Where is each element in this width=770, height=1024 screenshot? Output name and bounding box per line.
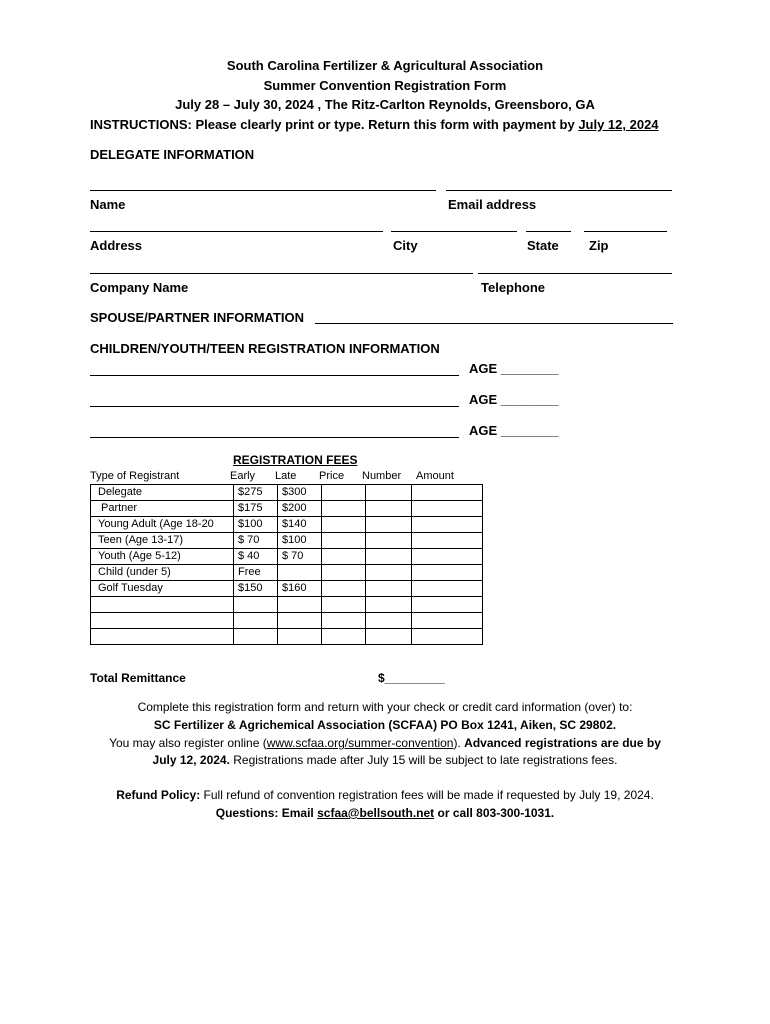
fee-entry-cell[interactable] (366, 613, 412, 629)
col-early: Early (230, 470, 256, 482)
email-label: Email address (448, 197, 537, 212)
fee-type-cell: Golf Tuesday (91, 581, 234, 597)
fee-price-cell (278, 613, 322, 629)
dates-location: July 28 – July 30, 2024 , The Ritz-Carlton Reynolds, Greensboro, GA (175, 97, 595, 112)
refund-policy (0, 788, 770, 802)
fee-row (91, 629, 483, 645)
fee-entry-cell[interactable] (412, 629, 483, 645)
address-label: Address (90, 238, 143, 253)
fee-type-cell (91, 629, 234, 645)
footer-deadline (0, 753, 770, 767)
fee-entry-cell[interactable] (322, 517, 366, 533)
spouse-label: SPOUSE/PARTNER INFORMATION (90, 310, 305, 325)
fee-row (91, 581, 483, 597)
age-blank: ________ (500, 361, 559, 376)
refund-text: Full refund of convention registration fees will be made if requested by July 19, 2024. (200, 788, 654, 802)
child-name-field-1[interactable] (90, 375, 459, 376)
advance-note: Advanced registrations are due by (464, 736, 661, 750)
fee-price-cell: $175 (234, 501, 278, 517)
fee-price-cell: $160 (278, 581, 322, 597)
fee-entry-cell[interactable] (366, 517, 412, 533)
city-label: City (393, 238, 418, 253)
fee-price-cell: $ 70 (234, 533, 278, 549)
late-note: Registrations made after July 15 will be subject to late registrations fees. (229, 753, 618, 767)
fee-type-cell: Child (under 5) (91, 565, 234, 581)
fee-entry-cell[interactable] (412, 597, 483, 613)
online-prefix: You may also register online ( (109, 736, 267, 750)
fee-entry-cell[interactable] (322, 533, 366, 549)
fee-entry-cell[interactable] (322, 549, 366, 565)
fee-entry-cell[interactable] (412, 533, 483, 549)
fee-row (91, 501, 483, 517)
questions (0, 806, 770, 820)
fee-price-cell: $300 (278, 485, 322, 501)
fee-price-cell: $140 (278, 517, 322, 533)
fee-price-cell: Free (234, 565, 278, 581)
age-label: AGE (469, 423, 498, 438)
instructions-deadline: July 12, 2024 (578, 117, 659, 132)
fee-row (91, 485, 483, 501)
fee-entry-cell[interactable] (366, 549, 412, 565)
contact-email-link[interactable]: scfaa@bellsouth.net (317, 806, 435, 820)
fee-row (91, 597, 483, 613)
fee-entry-cell[interactable] (412, 517, 483, 533)
col-number: Number (362, 470, 402, 482)
city-field[interactable] (391, 231, 517, 232)
footer-online (0, 736, 770, 750)
fee-row (91, 533, 483, 549)
fee-entry-cell[interactable] (322, 613, 366, 629)
fee-row (91, 549, 483, 565)
fee-price-cell (278, 629, 322, 645)
state-label: State (527, 238, 559, 253)
fee-price-cell: $200 (278, 501, 322, 517)
fee-type-cell (91, 613, 234, 629)
state-field[interactable] (526, 231, 571, 232)
total-field[interactable]: $_________ (378, 671, 445, 685)
fee-entry-cell[interactable] (366, 501, 412, 517)
fee-type-cell: Teen (Age 13-17) (91, 533, 234, 549)
col-price: Price (319, 470, 345, 482)
fee-price-cell (234, 629, 278, 645)
fee-row (91, 517, 483, 533)
age-blank: ________ (500, 423, 559, 438)
address-field[interactable] (90, 231, 383, 232)
fee-entry-cell[interactable] (412, 549, 483, 565)
fee-entry-cell[interactable] (322, 485, 366, 501)
fee-row (91, 565, 483, 581)
delegate-section-title: DELEGATE INFORMATION (90, 147, 255, 162)
fees-title: REGISTRATION FEES (233, 453, 358, 467)
fee-price-cell: $275 (234, 485, 278, 501)
fee-price-cell (234, 613, 278, 629)
fee-type-cell (91, 597, 234, 613)
online-mid: ). (453, 736, 465, 750)
fee-entry-cell[interactable] (412, 613, 483, 629)
fee-entry-cell[interactable] (412, 565, 483, 581)
fee-entry-cell[interactable] (366, 533, 412, 549)
fee-entry-cell[interactable] (366, 565, 412, 581)
fees-table (90, 484, 483, 645)
questions-prefix: Questions: Email (215, 806, 318, 820)
footer-line1: Complete this registration form and return with your check or credit card information (over) to: (137, 700, 633, 714)
fee-price-cell: $100 (234, 517, 278, 533)
zip-field[interactable] (584, 231, 667, 232)
fee-row (91, 613, 483, 629)
form-title: Summer Convention Registration Form (263, 78, 507, 93)
fee-price-cell: $ 70 (278, 549, 322, 565)
instructions-text: INSTRUCTIONS: Please clearly print or type. Return this form with payment by (90, 117, 579, 132)
fee-price-cell: $100 (278, 533, 322, 549)
child-age-1[interactable] (469, 361, 559, 376)
fee-price-cell (234, 597, 278, 613)
name-label: Name (90, 197, 126, 212)
refund-label: Refund Policy: (116, 788, 201, 802)
zip-label: Zip (589, 238, 609, 253)
company-field[interactable] (90, 273, 473, 274)
col-amount: Amount (416, 470, 454, 482)
col-type: Type of Registrant (90, 470, 180, 482)
fee-type-cell: Youth (Age 5-12) (91, 549, 234, 565)
fee-type-cell: Delegate (91, 485, 234, 501)
fee-entry-cell[interactable] (322, 565, 366, 581)
fee-entry-cell[interactable] (366, 485, 412, 501)
fee-type-cell: Young Adult (Age 18-20 (91, 517, 234, 533)
child-age-2[interactable] (469, 392, 559, 407)
fee-price-cell: $ 40 (234, 549, 278, 565)
fee-price-cell: $150 (234, 581, 278, 597)
telephone-field[interactable] (478, 273, 672, 274)
questions-suffix: or call 803-300-1031. (434, 806, 555, 820)
fee-price-cell (278, 565, 322, 581)
age-blank: ________ (500, 392, 559, 407)
fee-entry-cell[interactable] (412, 501, 483, 517)
company-label: Company Name (90, 280, 189, 295)
registration-link[interactable]: www.scfaa.org/summer-convention (266, 736, 454, 750)
fee-entry-cell[interactable] (366, 597, 412, 613)
fee-entry-cell[interactable] (366, 629, 412, 645)
child-age-3[interactable] (469, 423, 559, 438)
fee-entry-cell[interactable] (412, 485, 483, 501)
col-late: Late (275, 470, 297, 482)
spouse-field[interactable] (315, 323, 673, 324)
child-name-field-2[interactable] (90, 406, 459, 407)
total-label: Total Remittance (90, 671, 186, 685)
telephone-label: Telephone (481, 280, 546, 295)
deadline-date: July 12, 2024. (152, 753, 230, 767)
instructions (90, 117, 659, 132)
name-field[interactable] (90, 190, 436, 191)
fee-entry-cell[interactable] (412, 581, 483, 597)
org-title: South Carolina Fertilizer & Agricultural Association (226, 58, 544, 73)
age-label: AGE (469, 392, 498, 407)
fee-entry-cell[interactable] (322, 629, 366, 645)
fee-entry-cell[interactable] (322, 501, 366, 517)
fee-entry-cell[interactable] (366, 581, 412, 597)
child-name-field-3[interactable] (90, 437, 459, 438)
fee-entry-cell[interactable] (322, 597, 366, 613)
footer-address: SC Fertilizer & Agrichemical Association (SCFAA) PO Box 1241, Aiken, SC 29802. (153, 718, 617, 732)
age-label: AGE (469, 361, 498, 376)
fee-price-cell (278, 597, 322, 613)
fee-entry-cell[interactable] (322, 581, 366, 597)
fee-type-cell: Partner (91, 501, 234, 517)
email-field[interactable] (446, 190, 672, 191)
children-section-title: CHILDREN/YOUTH/TEEN REGISTRATION INFORMATION (90, 341, 440, 356)
